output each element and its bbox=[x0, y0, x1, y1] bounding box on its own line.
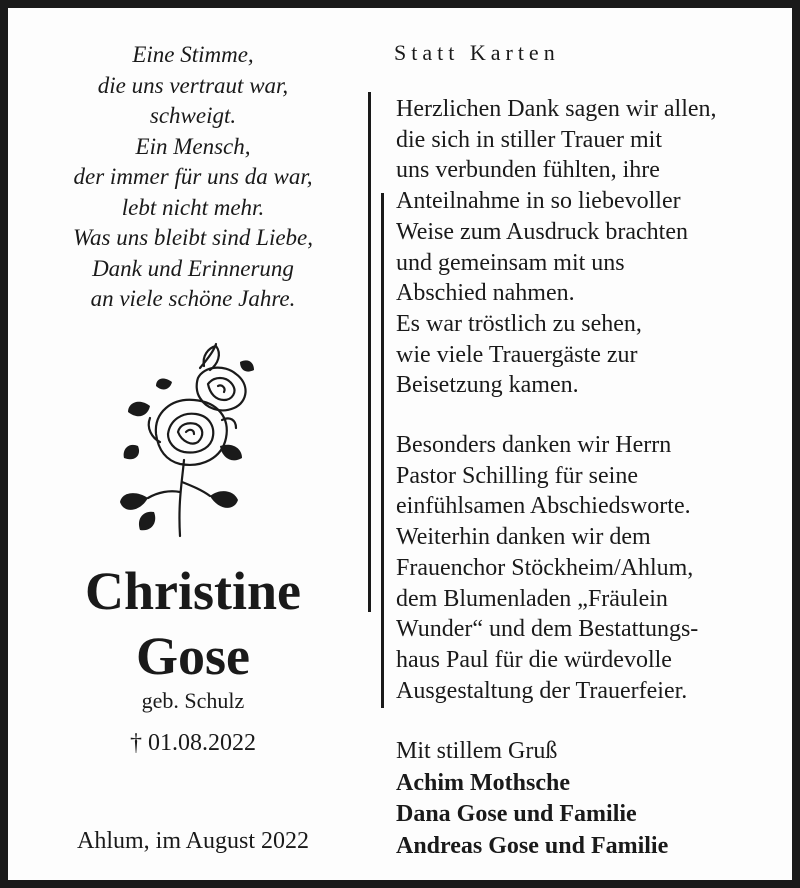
divider-line bbox=[368, 92, 371, 612]
text-line: wie viele Trauergäste zur bbox=[396, 341, 638, 368]
text-line: dem Blumenladen „Fräulein bbox=[396, 585, 668, 612]
poem-line: Ein Mensch, bbox=[135, 133, 251, 159]
rose-icon bbox=[120, 342, 266, 538]
text-line: Wunder“ und dem Bestattungs- bbox=[396, 616, 699, 643]
death-date: † 01.08.2022 bbox=[130, 730, 256, 756]
text-line: Beisetzung kamen. bbox=[396, 372, 579, 399]
memorial-poem bbox=[28, 40, 358, 315]
text-line: Ausgestaltung der Trauerfeier. bbox=[396, 677, 688, 704]
poem-line: schweigt. bbox=[149, 103, 237, 128]
text-line: haus Paul für die würdevolle bbox=[396, 646, 672, 673]
text-line: Herzlichen Dank sagen wir allen, bbox=[396, 96, 717, 122]
poem-line: an viele schöne Jahre. bbox=[90, 286, 296, 311]
thanks-paragraph bbox=[396, 94, 717, 401]
text-line: und gemeinsam mit uns bbox=[396, 249, 625, 276]
text-line: Es war tröstlich zu sehen, bbox=[396, 310, 642, 337]
deceased-first-name: Christine bbox=[85, 561, 301, 621]
place-and-date: Ahlum, im August 2022 bbox=[76, 828, 310, 854]
text-line: uns verbunden fühlten, ihre bbox=[396, 157, 660, 184]
text-line: Pastor Schilling für seine bbox=[396, 462, 638, 489]
poem-line: die uns vertraut war, bbox=[97, 72, 289, 98]
divider-line bbox=[381, 193, 384, 708]
signer-name: Dana Gose und Familie bbox=[396, 801, 637, 827]
signer-name: Andreas Gose und Familie bbox=[396, 832, 669, 859]
signoff bbox=[396, 736, 668, 862]
text-line: Besonders danken wir Herrn bbox=[396, 432, 672, 458]
poem-line: lebt nicht mehr. bbox=[121, 194, 265, 220]
poem-line: der immer für uns da war, bbox=[73, 164, 313, 189]
text-line: Abschied nahmen. bbox=[396, 280, 575, 307]
poem-line: Dank und Erinnerung bbox=[92, 255, 294, 281]
special-thanks-paragraph bbox=[396, 430, 698, 706]
text-line: Frauenchor Stöckheim/Ahlum, bbox=[396, 554, 694, 581]
poem-line: Eine Stimme, bbox=[132, 42, 254, 67]
text-line: Weise zum Ausdruck brachten bbox=[396, 218, 688, 245]
signer-name: Achim Mothsche bbox=[396, 769, 570, 796]
text-line: die sich in stiller Trauer mit bbox=[396, 126, 662, 153]
text-line: Anteilnahme in so liebevoller bbox=[396, 188, 681, 215]
header-statt-karten: Statt Karten bbox=[394, 40, 560, 65]
text-line: Weiterhin danken wir dem bbox=[396, 524, 651, 551]
text-line: einfühlsamen Abschiedsworte. bbox=[396, 493, 691, 520]
birth-name: geb. Schulz bbox=[141, 688, 245, 713]
poem-line: Was uns bleibt sind Liebe, bbox=[72, 225, 314, 250]
greeting: Mit stillem Gruß bbox=[396, 738, 558, 764]
deceased-last-name: Gose bbox=[136, 626, 250, 686]
